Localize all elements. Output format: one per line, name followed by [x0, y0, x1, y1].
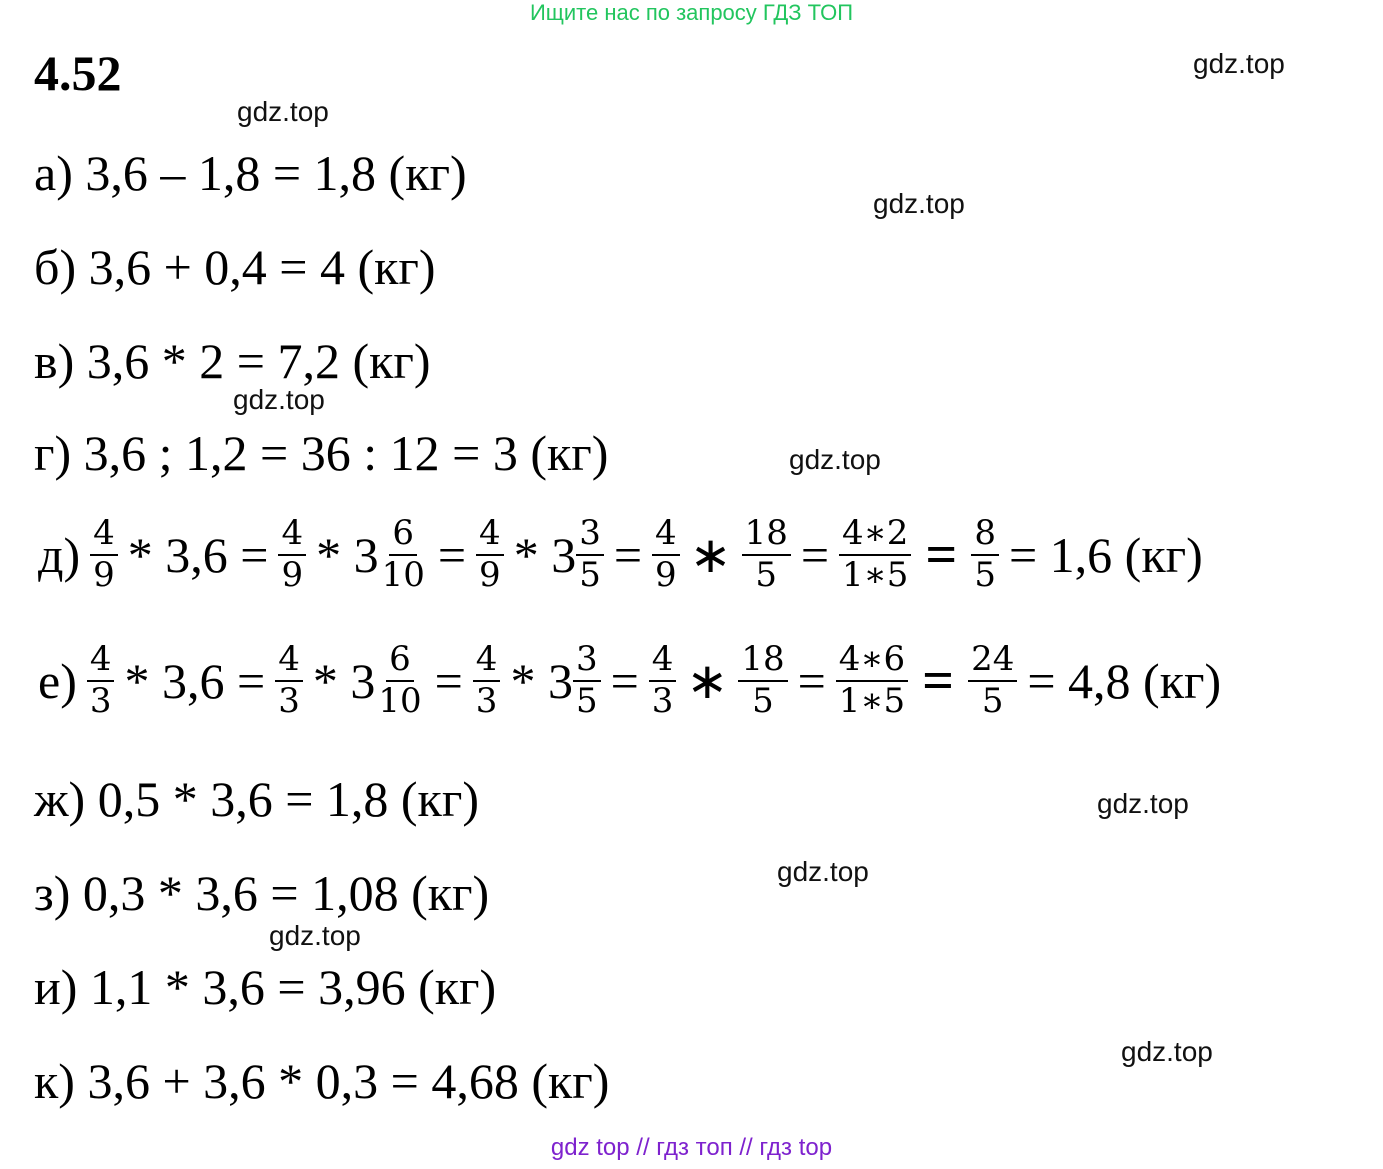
denominator: 3	[475, 680, 498, 721]
footer-links: gdz top // гдз топ // гдз top	[550, 1134, 833, 1161]
watermark: gdz.top	[269, 920, 361, 951]
numerator: 4	[90, 516, 118, 556]
expression-part: =	[922, 649, 955, 712]
solution-line-z: з) 0,3 * 3,6 = 1,08 (кг)	[34, 865, 490, 921]
expression-part: * 3	[312, 652, 376, 709]
fraction	[278, 513, 306, 595]
denominator: 5	[974, 554, 996, 595]
numerator: 4	[275, 642, 303, 682]
expression-part: =	[610, 652, 639, 709]
numerator: 6	[386, 642, 414, 682]
denominator: 9	[655, 554, 677, 595]
top-banner: Ищите нас по запросу ГДЗ ТОП	[529, 0, 854, 25]
fraction	[836, 639, 908, 721]
solution-line-e	[34, 639, 1225, 721]
numerator: 4	[278, 516, 306, 556]
expression-part: =	[925, 523, 958, 586]
fraction	[87, 639, 115, 721]
numerator: 4	[652, 516, 680, 556]
expression-part: =	[613, 526, 643, 583]
expression-part: ∗	[686, 652, 729, 709]
expression-part: ∗	[689, 526, 732, 583]
watermark: gdz.top	[237, 96, 329, 127]
watermark: gdz.top	[873, 188, 965, 219]
solution-line-i: и) 1,1 * 3,6 = 3,96 (кг)	[34, 959, 497, 1015]
watermark: gdz.top	[777, 856, 869, 887]
denominator: 1∗5	[842, 554, 909, 595]
numerator: 3	[576, 516, 604, 556]
fraction	[573, 639, 601, 721]
denominator: 10	[378, 680, 422, 721]
numerator: 6	[389, 516, 417, 556]
fraction	[839, 513, 911, 595]
expression-part: * 3	[513, 526, 577, 583]
denominator: 3	[651, 680, 674, 721]
denominator: 5	[579, 554, 601, 595]
denominator: 3	[278, 680, 300, 721]
denominator: 10	[381, 554, 425, 595]
expression-part: = 4,8 (кг)	[1027, 652, 1222, 709]
numerator: 4	[649, 642, 677, 682]
fraction	[576, 513, 604, 595]
fraction	[742, 513, 791, 595]
denominator: 1∗5	[838, 680, 906, 721]
expression-part: = 1,6 (кг)	[1008, 526, 1203, 583]
exercise-number: 4.52	[34, 45, 122, 101]
expression-part: * 3,6 =	[124, 652, 266, 709]
solution-line-a: а) 3,6 – 1,8 = 1,8 (кг)	[34, 145, 467, 201]
numerator: 18	[742, 516, 791, 556]
denominator: 9	[479, 554, 501, 595]
fraction	[90, 513, 118, 595]
denominator: 5	[575, 680, 598, 721]
solution-line-k: к) 3,6 + 3,6 * 0,3 = 4,68 (кг)	[34, 1053, 610, 1109]
numerator: 4∗6	[836, 642, 908, 682]
fraction	[968, 639, 1017, 721]
numerator: 4	[476, 516, 504, 556]
fraction	[275, 639, 303, 721]
denominator: 3	[89, 680, 112, 721]
expression-part: =	[434, 652, 463, 709]
numerator: 4∗2	[839, 516, 911, 556]
solution-line-zh: ж) 0,5 * 3,6 = 1,8 (кг)	[34, 771, 479, 827]
watermark: gdz.top	[789, 444, 881, 475]
fraction	[652, 513, 680, 595]
expression-part: =	[800, 526, 830, 583]
fraction	[649, 639, 677, 721]
numerator: 18	[738, 642, 787, 682]
expression-part: * 3	[316, 526, 379, 583]
fraction	[971, 513, 999, 595]
expression-part: * 3	[510, 652, 573, 709]
numerator: 4	[473, 642, 501, 682]
expression-part: =	[797, 652, 826, 709]
numerator: 8	[971, 516, 999, 556]
item-label: д)	[38, 526, 81, 583]
watermark: gdz.top	[1097, 788, 1189, 819]
denominator: 9	[93, 554, 115, 595]
denominator: 9	[281, 554, 304, 595]
item-label: е)	[38, 652, 77, 709]
watermark: gdz.top	[1193, 48, 1285, 79]
solution-line-d	[34, 513, 1207, 595]
fraction	[738, 639, 787, 721]
solution-line-b: б) 3,6 + 0,4 = 4 (кг)	[34, 239, 436, 295]
fraction	[473, 639, 501, 721]
fraction	[375, 639, 424, 721]
watermark: gdz.top	[1121, 1036, 1213, 1067]
solution-line-v: в) 3,6 * 2 = 7,2 (кг)	[34, 333, 431, 389]
expression-part: * 3,6 =	[127, 526, 269, 583]
expression-part: =	[437, 526, 467, 583]
fraction	[476, 513, 504, 595]
fraction	[379, 513, 428, 595]
denominator: 5	[752, 680, 774, 721]
denominator: 5	[755, 554, 778, 595]
numerator: 24	[968, 642, 1017, 682]
denominator: 5	[981, 680, 1004, 721]
watermark: gdz.top	[233, 384, 325, 415]
numerator: 3	[573, 642, 601, 682]
solution-line-g: г) 3,6 ; 1,2 = 36 : 12 = 3 (кг)	[34, 425, 609, 481]
numerator: 4	[87, 642, 115, 682]
